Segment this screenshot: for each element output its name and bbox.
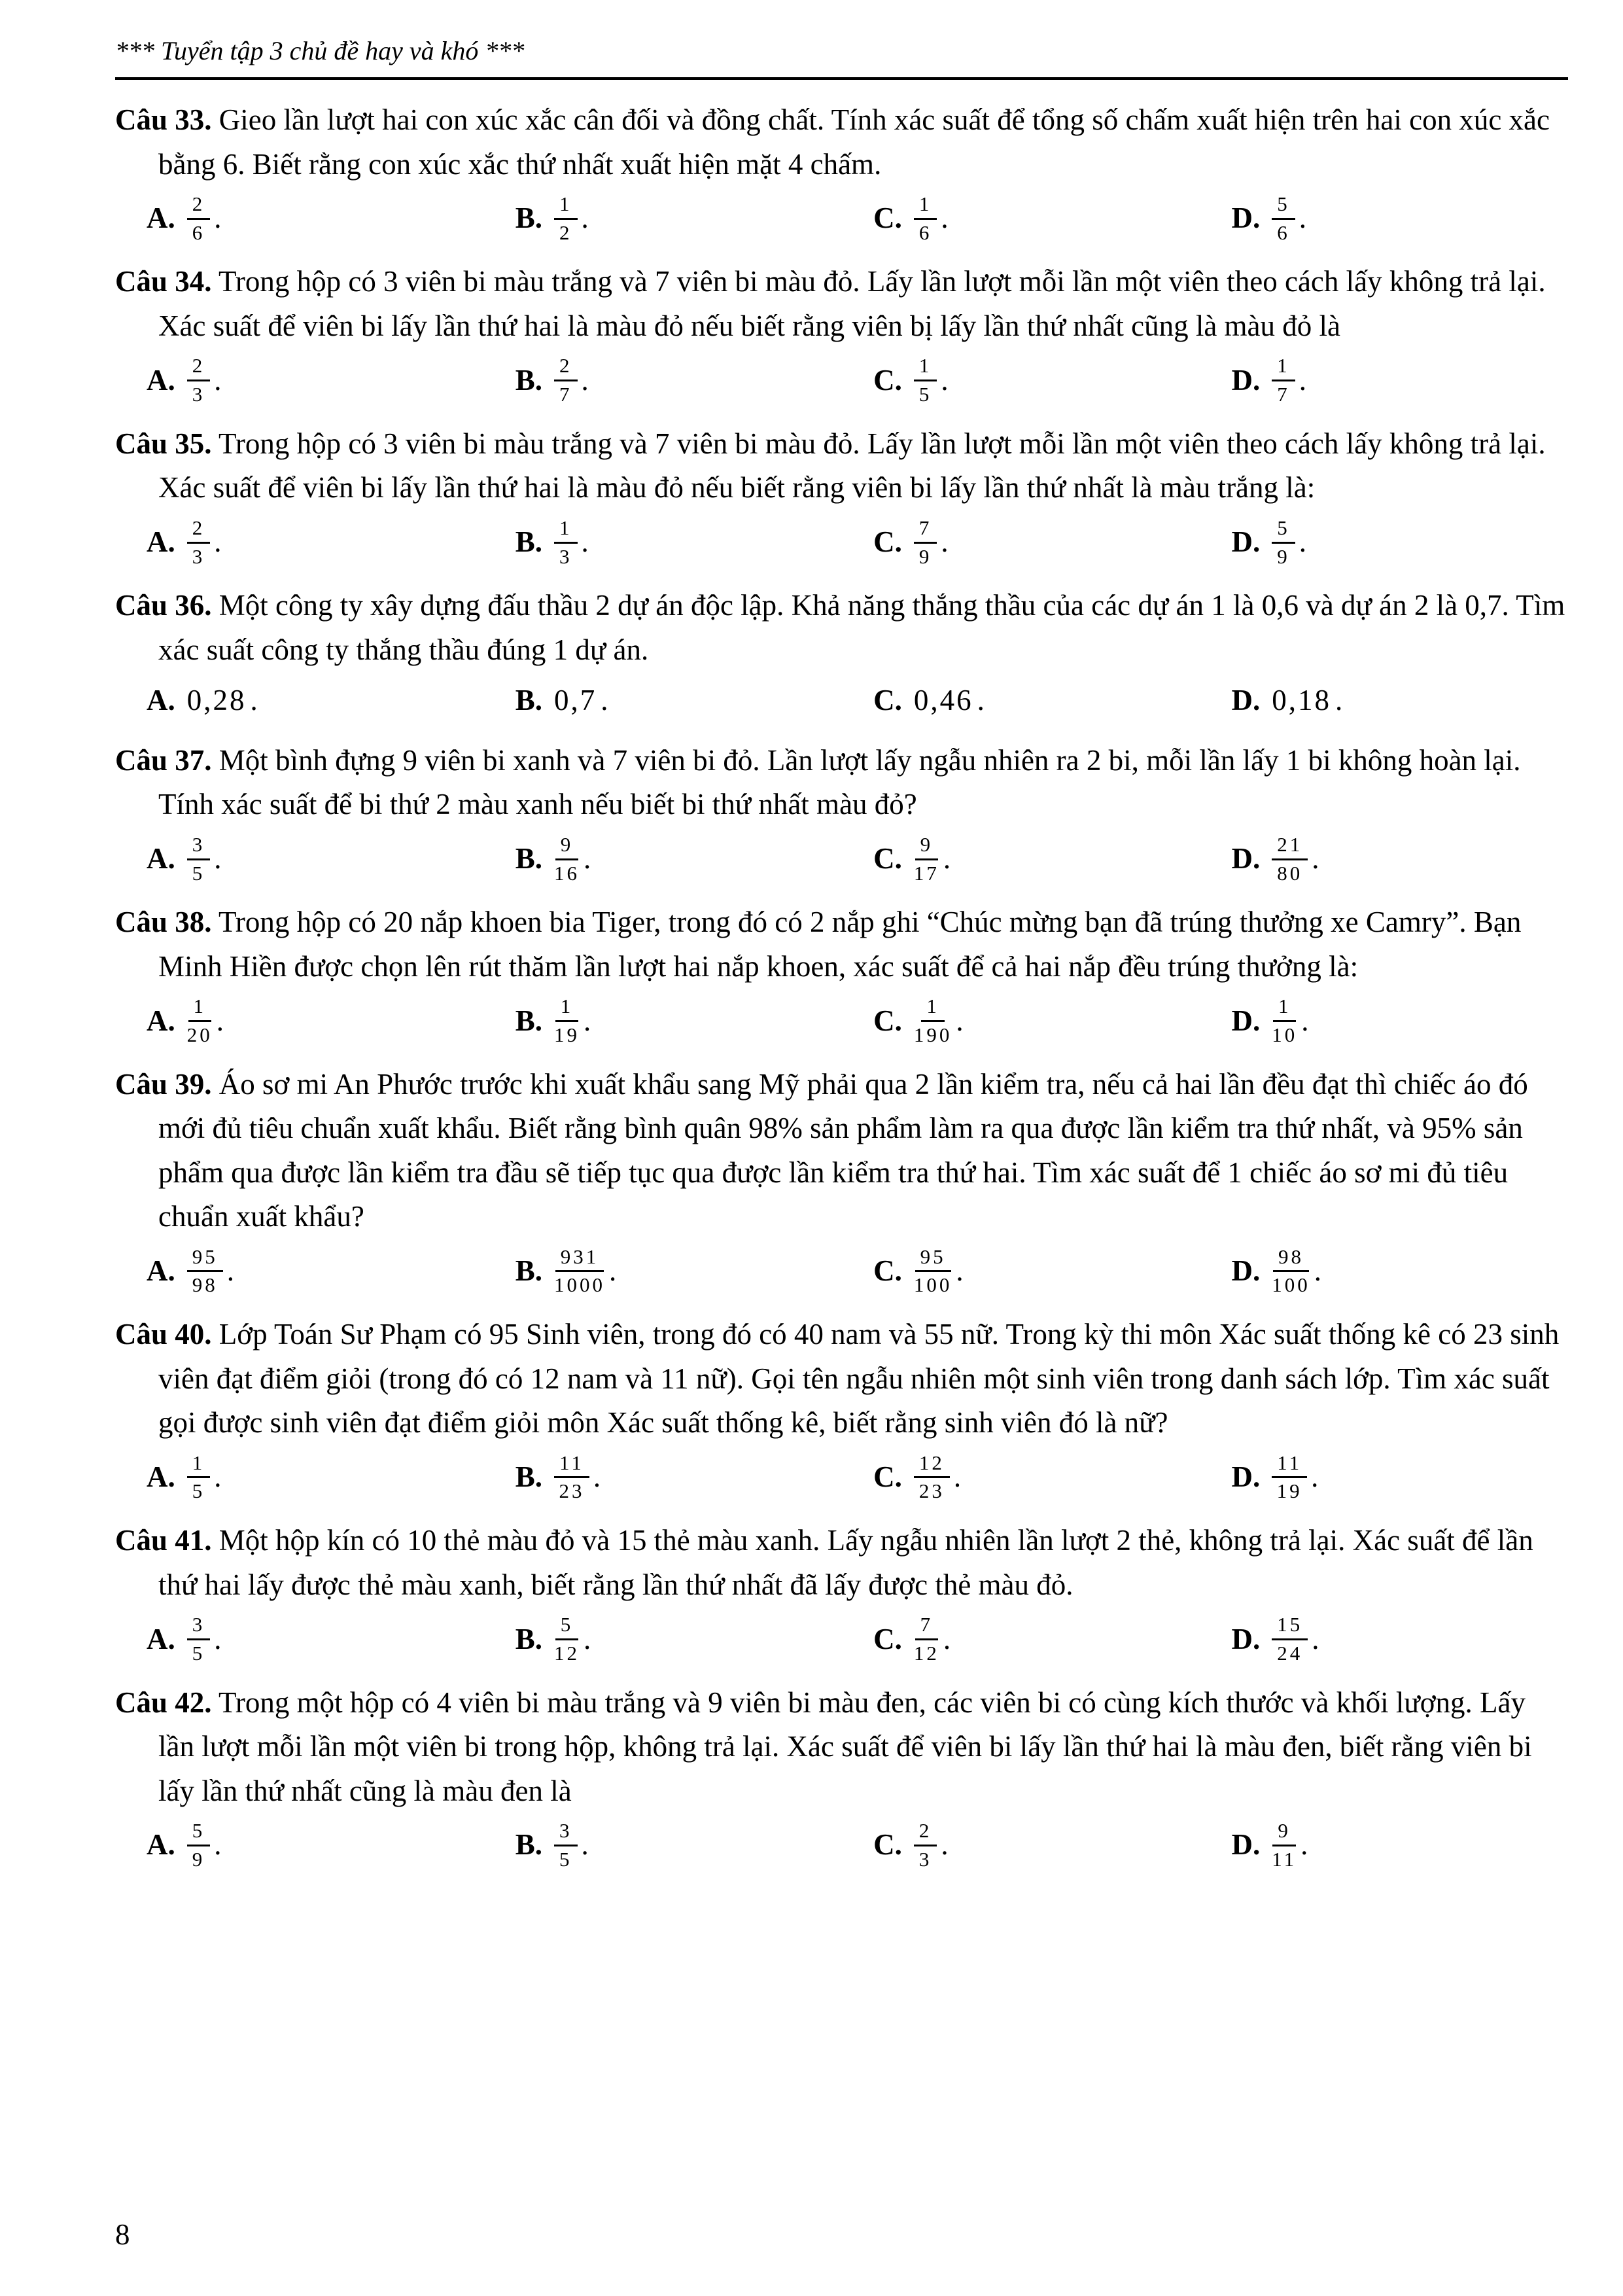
answer-option-c: [873, 995, 1231, 1046]
fraction-numerator: 9: [1272, 1820, 1296, 1846]
answer-period: .: [1301, 1004, 1309, 1037]
answer-label: B.: [515, 363, 543, 397]
answer-label: A.: [147, 842, 175, 875]
answer-period: .: [977, 684, 985, 717]
fraction-denominator: 12: [913, 1641, 939, 1665]
answer-option-b: [515, 679, 873, 723]
answer-label: D.: [1231, 363, 1261, 397]
answer-label: B.: [515, 842, 543, 875]
fraction: [187, 995, 213, 1046]
fraction-denominator: 3: [918, 1847, 932, 1871]
fraction: [1272, 834, 1308, 885]
fraction-numerator: 95: [915, 1246, 951, 1273]
answer-option-b: [515, 1820, 873, 1871]
answer-row: [147, 1452, 1568, 1503]
answer-option-a: [147, 1246, 515, 1297]
answer-label: C.: [873, 525, 902, 559]
question-text: [115, 900, 1568, 989]
answer-label: C.: [873, 1622, 902, 1655]
answer-period: .: [1299, 525, 1306, 559]
question-text: [115, 1681, 1568, 1814]
fraction: [1272, 517, 1295, 568]
fraction: [187, 517, 211, 568]
fraction: [914, 1452, 950, 1503]
answer-period: .: [1299, 363, 1306, 397]
fraction-denominator: 9: [918, 544, 932, 568]
answer-period: .: [214, 202, 222, 235]
answer-option-b: [515, 355, 873, 406]
answer-period: .: [216, 1004, 224, 1037]
fraction-denominator: 11: [1272, 1847, 1297, 1871]
question: [115, 422, 1568, 581]
answer-period: .: [941, 363, 949, 397]
answer-period: .: [956, 1254, 964, 1288]
answer-option-d: [1231, 1614, 1568, 1665]
fraction: [914, 193, 937, 244]
answer-row: [147, 679, 1568, 723]
fraction-numerator: 931: [555, 1246, 604, 1273]
answer-option-a: [147, 679, 515, 723]
answer-period: .: [1311, 1460, 1319, 1494]
answer-option-a: [147, 517, 515, 568]
question: [115, 260, 1568, 419]
fraction-denominator: 98: [192, 1273, 218, 1297]
fraction-numerator: 2: [187, 517, 211, 544]
answer-label: B.: [515, 1622, 543, 1655]
answer-period: .: [226, 1254, 234, 1288]
fraction-numerator: 7: [914, 517, 937, 544]
answer-period: .: [1314, 1254, 1321, 1288]
fraction: [1272, 1246, 1310, 1297]
question-body: Gieo lần lượt hai con xúc xắc cân đối và đồng chất. Tính xác suất để tổng số chấm xuất hiện trên hai con xúc xắc bằng 6. Biết rằng con xúc xắc thứ nhất xuất hiện mặt 4 chấm.: [158, 103, 1550, 181]
fraction: [914, 355, 937, 406]
fraction: [187, 1452, 211, 1503]
answer-option-a: [147, 995, 515, 1046]
fraction-numerator: 3: [187, 834, 211, 860]
fraction-numerator: 1: [1273, 995, 1297, 1022]
fraction: [1272, 1452, 1307, 1503]
page-number: 8: [115, 2217, 130, 2251]
fraction-numerator: 2: [187, 193, 211, 220]
fraction: [914, 834, 939, 885]
answer-row: [147, 995, 1568, 1046]
answer-row: [147, 355, 1568, 406]
question-body: Trong hộp có 20 nắp khoen bia Tiger, trong đó có 2 nắp ghi “Chúc mừng bạn đã trúng thưởng xe Camry”. Bạn Minh Hiền được chọn lên rút thăm lần lượt hai nắp khoen, xác suất để cả hai nắp đều trúng thưởng là:: [158, 906, 1522, 983]
fraction: [554, 1452, 589, 1503]
answer-label: B.: [515, 1254, 543, 1288]
fraction-numerator: 98: [1273, 1246, 1309, 1273]
fraction-denominator: 5: [192, 1479, 205, 1503]
fraction: [1272, 995, 1297, 1046]
fraction-denominator: 3: [192, 544, 205, 568]
answer-period: .: [1299, 202, 1306, 235]
fraction-denominator: 1000: [554, 1273, 606, 1297]
answer-period: .: [581, 202, 589, 235]
fraction-denominator: 3: [559, 544, 572, 568]
answer-label: B.: [515, 684, 543, 717]
answer-option-a: [147, 355, 515, 406]
fraction-denominator: 23: [918, 1479, 945, 1503]
fraction-numerator: 1: [555, 995, 579, 1022]
answer-label: C.: [873, 363, 902, 397]
fraction-numerator: 1: [554, 193, 578, 220]
fraction: [914, 1246, 952, 1297]
fraction-denominator: 17: [913, 861, 939, 885]
answer-label: B.: [515, 202, 543, 235]
fraction-denominator: 5: [559, 1847, 572, 1871]
answer-option-b: [515, 193, 873, 244]
answer-option-c: [873, 1614, 1231, 1665]
fraction: [554, 1820, 578, 1871]
question: [115, 98, 1568, 257]
answer-period: .: [1300, 1828, 1308, 1862]
answer-row: [147, 517, 1568, 568]
fraction-denominator: 3: [192, 383, 205, 406]
answer-option-b: [515, 1246, 873, 1297]
answer-label: A.: [147, 1460, 175, 1494]
question-text: [115, 739, 1568, 827]
answer-period: .: [214, 1460, 222, 1494]
fraction-numerator: 12: [914, 1452, 950, 1479]
answer-option-c: [873, 679, 1231, 723]
page-header-title: *** Tuyển tập 3 chủ đề hay và khó ***: [115, 34, 1568, 80]
answer-label: C.: [873, 1828, 902, 1862]
answer-option-c: [873, 1820, 1231, 1871]
fraction-numerator: 2: [554, 355, 578, 381]
answer-label: D.: [1231, 202, 1261, 235]
question-body: Trong một hộp có 4 viên bi màu trắng và 9 viên bi màu đen, các viên bi có cùng kích thước và khối lượng. Lấy lần lượt mỗi lần một viên bi trong hộp, không trả lại. Xác suất để viên bi lấy lần thứ hai là màu đen, biết rằng viên bi lấy lần thứ nhất cũng là màu đen là: [158, 1686, 1532, 1807]
fraction: [914, 1820, 937, 1871]
answer-label: A.: [147, 1828, 175, 1862]
answer-period: .: [1312, 842, 1319, 875]
fraction-denominator: 19: [554, 1023, 580, 1046]
question-label: Câu 37.: [115, 743, 212, 777]
fraction-numerator: 1: [187, 1452, 211, 1479]
fraction-numerator: 21: [1272, 834, 1308, 860]
fraction: [554, 995, 580, 1046]
fraction: [914, 995, 952, 1046]
question: [115, 1519, 1568, 1678]
question-label: Câu 36.: [115, 589, 212, 622]
question-text: [115, 422, 1568, 510]
fraction-numerator: 2: [187, 355, 211, 381]
answer-option-d: [1231, 517, 1568, 568]
answer-row: [147, 193, 1568, 244]
question: [115, 900, 1568, 1059]
answer-option-c: [873, 1246, 1231, 1297]
answer-option-b: [515, 1614, 873, 1665]
answer-label: D.: [1231, 1622, 1261, 1655]
fraction-denominator: 12: [554, 1641, 580, 1665]
fraction: [187, 355, 211, 406]
fraction-denominator: 6: [192, 221, 205, 244]
fraction-denominator: 7: [1277, 383, 1290, 406]
answer-label: A.: [147, 684, 175, 717]
answer-row: [147, 1614, 1568, 1665]
fraction: [1272, 1820, 1297, 1871]
question-label: Câu 34.: [115, 265, 212, 298]
answer-option-d: [1231, 355, 1568, 406]
answer-period: .: [943, 1622, 951, 1655]
answer-label: D.: [1231, 1004, 1261, 1037]
answer-period: .: [943, 842, 951, 875]
fraction-denominator: 6: [1277, 221, 1290, 244]
fraction-numerator: 5: [187, 1820, 211, 1846]
answer-option-b: [515, 1452, 873, 1503]
answer-label: C.: [873, 202, 902, 235]
answer-option-d: [1231, 679, 1568, 723]
answer-period: .: [250, 684, 258, 717]
answer-label: C.: [873, 1254, 902, 1288]
answer-period: .: [581, 363, 589, 397]
answer-period: .: [1335, 684, 1343, 717]
answer-option-d: [1231, 1246, 1568, 1297]
question-label: Câu 38.: [115, 906, 212, 939]
fraction-numerator: 5: [555, 1614, 579, 1640]
fraction-numerator: 1: [914, 193, 937, 220]
answer-period: .: [214, 842, 222, 875]
answer-option-b: [515, 995, 873, 1046]
answer-label: B.: [515, 1460, 543, 1494]
answer-option-c: [873, 193, 1231, 244]
answer-label: A.: [147, 202, 175, 235]
fraction: [187, 1820, 211, 1871]
question-body: Một bình đựng 9 viên bi xanh và 7 viên bi đỏ. Lần lượt lấy ngẫu nhiên ra 2 bi, mỗi lần lấy 1 bi không hoàn lại. Tính xác suất để bi thứ 2 màu xanh nếu biết bi thứ nhất màu đỏ?: [158, 743, 1521, 821]
answer-period: .: [1312, 1622, 1319, 1655]
question-body: Áo sơ mi An Phước trước khi xuất khẩu sang Mỹ phải qua 2 lần kiểm tra, nếu cả hai lần đều đạt thì chiếc áo đó mới đủ tiêu chuẩn xuất khẩu. Biết rằng bình quân 98% sản phẩm làm ra qua được lần kiểm tra thứ nhất, và 95% sản phẩm qua được lần kiểm tra đầu sẽ tiếp tục qua được lần kiểm tra thứ hai. Tìm xác suất để 1 chiếc áo sơ mi đủ tiêu chuẩn xuất khẩu?: [158, 1067, 1528, 1233]
answer-option-d: [1231, 193, 1568, 244]
answer-label: C.: [873, 684, 902, 717]
answer-value: 0,46: [913, 684, 973, 717]
fraction-denominator: 190: [913, 1023, 952, 1046]
fraction-numerator: 15: [1272, 1614, 1308, 1640]
answer-period: .: [609, 1254, 617, 1288]
answer-period: .: [584, 1622, 591, 1655]
fraction-numerator: 1: [914, 355, 937, 381]
fraction-denominator: 19: [1276, 1479, 1302, 1503]
fraction-numerator: 11: [1272, 1452, 1307, 1479]
question-label: Câu 42.: [115, 1686, 212, 1719]
question-body: Một công ty xây dựng đấu thầu 2 dự án độc lập. Khả năng thắng thầu của các dự án 1 là 0,6 và dự án 2 là 0,7. Tìm xác suất công ty thắng thầu đúng 1 dự án.: [158, 589, 1565, 666]
answer-option-d: [1231, 995, 1568, 1046]
answer-period: .: [581, 525, 589, 559]
answer-label: D.: [1231, 1828, 1261, 1862]
fraction-numerator: 9: [555, 834, 579, 860]
fraction-numerator: 5: [1272, 193, 1295, 220]
question-label: Câu 39.: [115, 1067, 212, 1101]
fraction-numerator: 1: [188, 995, 212, 1022]
answer-label: D.: [1231, 684, 1261, 717]
fraction: [187, 1614, 211, 1665]
fraction: [187, 1246, 223, 1297]
fraction-numerator: 5: [1272, 517, 1295, 544]
fraction: [1272, 355, 1295, 406]
answer-period: .: [584, 1004, 591, 1037]
fraction-denominator: 5: [918, 383, 932, 406]
fraction-denominator: 24: [1277, 1641, 1303, 1665]
answer-label: A.: [147, 1004, 175, 1037]
fraction: [187, 193, 211, 244]
fraction: [554, 1614, 580, 1665]
fraction: [1272, 193, 1295, 244]
fraction-denominator: 10: [1272, 1023, 1298, 1046]
fraction: [187, 834, 211, 885]
fraction-numerator: 1: [1272, 355, 1295, 381]
answer-label: D.: [1231, 842, 1261, 875]
answer-label: A.: [147, 1622, 175, 1655]
answer-label: D.: [1231, 1254, 1261, 1288]
answer-period: .: [584, 842, 591, 875]
fraction: [914, 1614, 939, 1665]
answer-period: .: [214, 525, 222, 559]
question-body: Trong hộp có 3 viên bi màu trắng và 7 viên bi màu đỏ. Lấy lần lượt mỗi lần một viên theo cách lấy không trả lại. Xác suất để viên bi lấy lần thứ hai là màu đỏ nếu biết rằng viên bị lấy lần thứ nhất cũng là màu đỏ là: [158, 265, 1546, 342]
question: [115, 1063, 1568, 1310]
question: [115, 1313, 1568, 1516]
answer-option-b: [515, 834, 873, 885]
fraction-denominator: 23: [559, 1479, 585, 1503]
fraction-denominator: 20: [186, 1023, 213, 1046]
question-text: [115, 1063, 1568, 1239]
question-label: Câu 40.: [115, 1318, 212, 1351]
answer-option-d: [1231, 1820, 1568, 1871]
answer-option-c: [873, 1452, 1231, 1503]
answer-label: D.: [1231, 525, 1261, 559]
fraction: [554, 1246, 605, 1297]
fraction-numerator: 7: [915, 1614, 939, 1640]
answer-label: C.: [873, 1460, 902, 1494]
answer-label: B.: [515, 1828, 543, 1862]
answer-option-b: [515, 517, 873, 568]
answer-label: A.: [147, 1254, 175, 1288]
answer-label: D.: [1231, 1460, 1261, 1494]
fraction-numerator: 1: [554, 517, 578, 544]
answer-option-c: [873, 517, 1231, 568]
fraction-denominator: 9: [1277, 544, 1290, 568]
fraction-denominator: 6: [918, 221, 932, 244]
answer-option-a: [147, 834, 515, 885]
fraction-numerator: 95: [187, 1246, 223, 1273]
answer-period: .: [953, 1460, 962, 1494]
answer-option-c: [873, 834, 1231, 885]
question: [115, 1681, 1568, 1884]
answer-period: .: [941, 1828, 949, 1862]
question: [115, 739, 1568, 898]
question-text: [115, 1313, 1568, 1445]
answer-row: [147, 1246, 1568, 1297]
question-label: Câu 41.: [115, 1524, 212, 1557]
answer-value: 0,18: [1272, 684, 1331, 717]
answer-label: A.: [147, 525, 175, 559]
question-text: [115, 584, 1568, 672]
answer-value: 0,28: [186, 684, 247, 717]
fraction-denominator: 5: [192, 861, 205, 885]
question-label: Câu 33.: [115, 103, 212, 136]
answer-label: C.: [873, 842, 902, 875]
answer-row: [147, 1820, 1568, 1871]
answer-period: .: [593, 1460, 601, 1494]
answer-label: B.: [515, 1004, 543, 1037]
fraction: [1272, 1614, 1308, 1665]
fraction-numerator: 1: [921, 995, 945, 1022]
answer-option-d: [1231, 834, 1568, 885]
fraction-denominator: 7: [559, 383, 572, 406]
answer-period: .: [214, 1622, 222, 1655]
fraction-numerator: 3: [554, 1820, 578, 1846]
fraction-numerator: 3: [187, 1614, 211, 1640]
fraction-denominator: 100: [1272, 1273, 1310, 1297]
question-text: [115, 1519, 1568, 1607]
fraction: [554, 517, 578, 568]
fraction: [554, 834, 580, 885]
answer-period: .: [956, 1004, 964, 1037]
fraction: [554, 193, 578, 244]
question-text: [115, 260, 1568, 348]
answer-option-a: [147, 1614, 515, 1665]
question-body: Trong hộp có 3 viên bi màu trắng và 7 viên bi màu đỏ. Lấy lần lượt mỗi lần một viên theo cách lấy không trả lại. Xác suất để viên bi lấy lần thứ hai là màu đỏ nếu biết rằng viên bi lấy lần thứ nhất là màu trắng là:: [158, 427, 1546, 504]
answer-option-a: [147, 193, 515, 244]
answer-option-a: [147, 1820, 515, 1871]
fraction-denominator: 2: [559, 221, 572, 244]
fraction: [554, 355, 578, 406]
answer-option-c: [873, 355, 1231, 406]
fraction: [914, 517, 937, 568]
fraction-denominator: 5: [192, 1641, 205, 1665]
fraction-numerator: 2: [914, 1820, 937, 1846]
answer-option-d: [1231, 1452, 1568, 1503]
question-body: Lớp Toán Sư Phạm có 95 Sinh viên, trong đó có 40 nam và 55 nữ. Trong kỳ thi môn Xác suất thống kê có 23 sinh viên đạt điểm giỏi (trong đó có 12 nam và 11 nữ). Gọi tên ngẫu nhiên một sinh viên trong danh sách lớp. Tìm xác suất gọi được sinh viên đạt điểm giỏi môn Xác suất thống kê, biết rằng sinh viên đó là nữ?: [158, 1318, 1560, 1439]
question: [115, 584, 1568, 736]
answer-label: B.: [515, 525, 543, 559]
answer-value: 0,7: [554, 684, 597, 717]
question-label: Câu 35.: [115, 427, 212, 460]
answer-period: .: [214, 1828, 222, 1862]
answer-period: .: [601, 684, 608, 717]
question-text: [115, 98, 1568, 186]
answer-period: .: [941, 525, 949, 559]
fraction-denominator: 100: [913, 1273, 952, 1297]
fraction-denominator: 80: [1277, 861, 1303, 885]
answer-period: .: [941, 202, 949, 235]
fraction-numerator: 11: [554, 1452, 589, 1479]
answer-label: A.: [147, 363, 175, 397]
answer-row: [147, 834, 1568, 885]
answer-period: .: [581, 1828, 589, 1862]
fraction-denominator: 9: [192, 1847, 205, 1871]
answer-period: .: [214, 363, 222, 397]
answer-option-a: [147, 1452, 515, 1503]
fraction-numerator: 9: [915, 834, 939, 860]
question-body: Một hộp kín có 10 thẻ màu đỏ và 15 thẻ màu xanh. Lấy ngẫu nhiên lần lượt 2 thẻ, không trả lại. Xác suất để lần thứ hai lấy được thẻ màu xanh, biết rằng lần thứ nhất đã lấy được thẻ màu đỏ.: [158, 1524, 1533, 1601]
answer-label: C.: [873, 1004, 902, 1037]
fraction-denominator: 16: [554, 861, 580, 885]
